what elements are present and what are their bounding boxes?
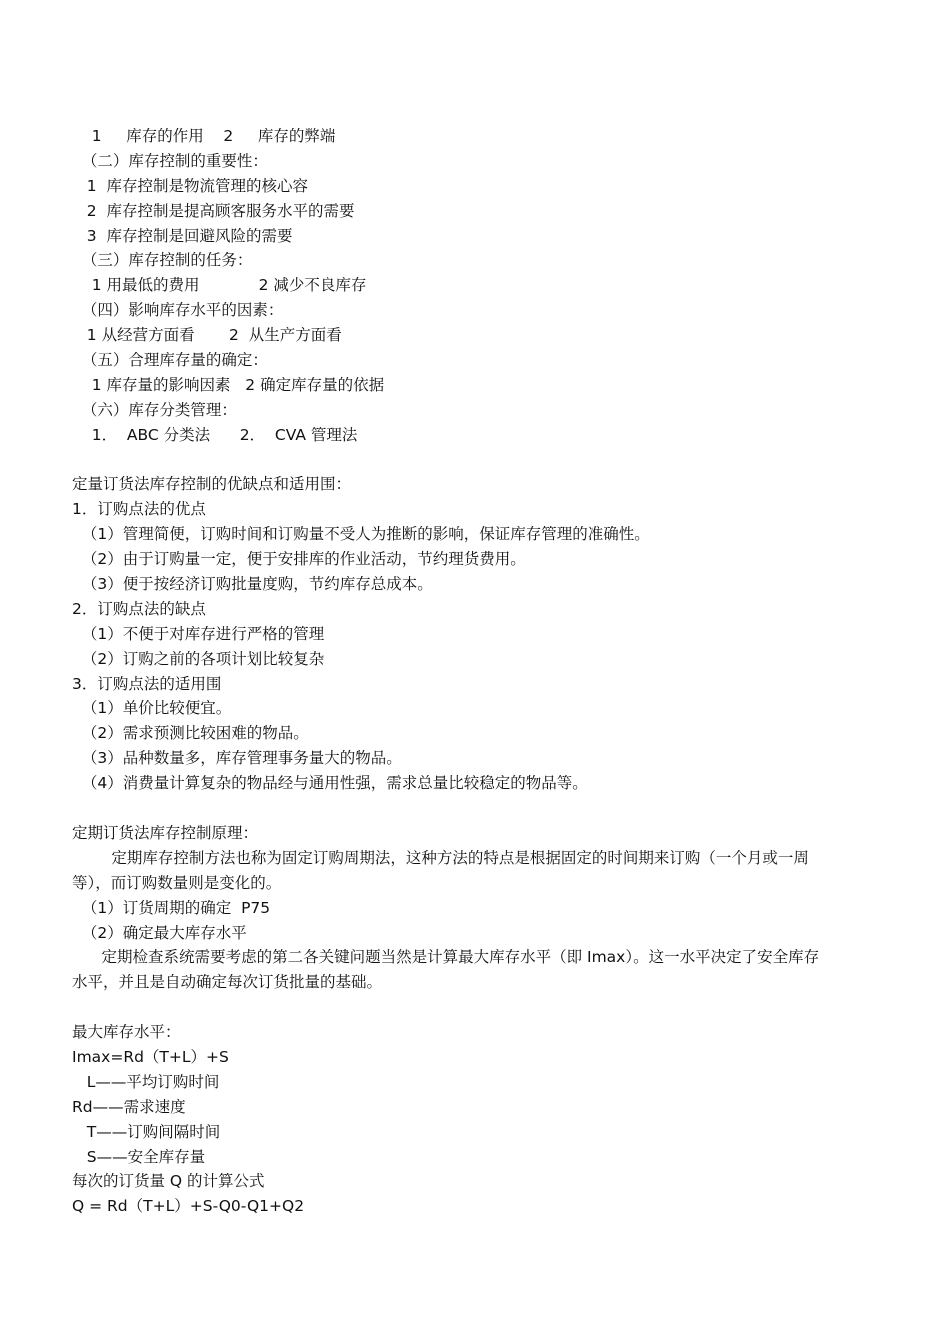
document-page — [72, 124, 894, 1219]
blank-line — [72, 796, 894, 821]
text-line: （六）库存分类管理： — [72, 400, 237, 419]
text-line: （4）消费量计算复杂的物品经与通用性强，需求总量比较稳定的物品等。 — [72, 774, 588, 793]
text-line: （3）便于按经济订购批量度购，节约库存总成本。 — [72, 575, 433, 594]
text-line: （1）单价比较便宜。 — [72, 699, 232, 718]
text-line: 最大库存水平： — [72, 1023, 181, 1042]
text-line: 水平，并且是自动确定每次订货批量的基础。 — [72, 973, 383, 992]
text-line: 定期检查系统需要考虑的第二各关键问题当然是计算最大库存水平（即 Imax）。这一水平决定了安全库存 — [72, 948, 820, 967]
text-line: 1 用最低的费用 2 减少不良库存 — [72, 276, 367, 295]
text-line: （1）管理简便，订购时间和订购量不受人为推断的影响，保证库存管理的准确性。 — [72, 525, 650, 544]
text-line: L——平均订购时间 — [72, 1072, 220, 1091]
text-line: Imax=Rd（T+L）+S — [72, 1047, 229, 1066]
blank-line — [72, 448, 894, 473]
text-line: 1． ABC 分类法 2． CVA 管理法 — [72, 425, 358, 444]
text-line: 3．订购点法的适用围 — [72, 674, 222, 693]
text-line: 1 库存量的影响因素 2 确定库存量的依据 — [72, 375, 385, 394]
text-line: S——安全库存量 — [72, 1147, 206, 1166]
text-line: （2）订购之前的各项计划比较复杂 — [72, 649, 325, 668]
text-line: 定量订货法库存控制的优缺点和适用围： — [72, 475, 352, 494]
text-line: （二）库存控制的重要性： — [72, 151, 268, 170]
blank-line — [72, 995, 894, 1020]
text-line: 定期订货法库存控制原理： — [72, 823, 259, 842]
text-line: 1 库存控制是物流管理的核心容 — [72, 176, 308, 195]
text-line: （2）需求预测比较困难的物品。 — [72, 724, 309, 743]
text-line: 2．订购点法的缺点 — [72, 599, 206, 618]
text-line: 1 从经营方面看 2 从生产方面看 — [72, 326, 342, 345]
text-line: 等），而订购数量则是变化的。 — [72, 873, 282, 892]
text-line: 2 库存控制是提高顾客服务水平的需要 — [72, 201, 355, 220]
text-line: （3）品种数量多，库存管理事务量大的物品。 — [72, 749, 402, 768]
text-line: （1）订货周期的确定 P75 — [72, 898, 271, 917]
text-line: 定期库存控制方法也称为固定订购周期法，这种方法的特点是根据固定的时间期来订购（一个月或一周 — [72, 848, 809, 867]
text-line: 1．订购点法的优点 — [72, 500, 206, 519]
text-line: 3 库存控制是回避风险的需要 — [72, 226, 293, 245]
text-line: （2）确定最大库存水平 — [72, 923, 247, 942]
text-line: （三）库存控制的任务： — [72, 251, 253, 270]
text-line: Q = Rd（T+L）+S-Q0-Q1+Q2 — [72, 1197, 305, 1216]
text-line: （2）由于订购量一定，便于安排库的作业活动，节约理货费用。 — [72, 550, 526, 569]
text-line: （五）合理库存量的确定： — [72, 351, 268, 370]
text-line: 每次的订货量 Q 的计算公式 — [72, 1172, 265, 1191]
text-line: （1）不便于对库存进行严格的管理 — [72, 624, 325, 643]
text-line: T——订购间隔时间 — [72, 1122, 221, 1141]
text-line: （四）影响库存水平的因素： — [72, 301, 284, 320]
text-line: Rd——需求速度 — [72, 1097, 186, 1116]
text-line: 1 库存的作用 2 库存的弊端 — [72, 127, 336, 145]
